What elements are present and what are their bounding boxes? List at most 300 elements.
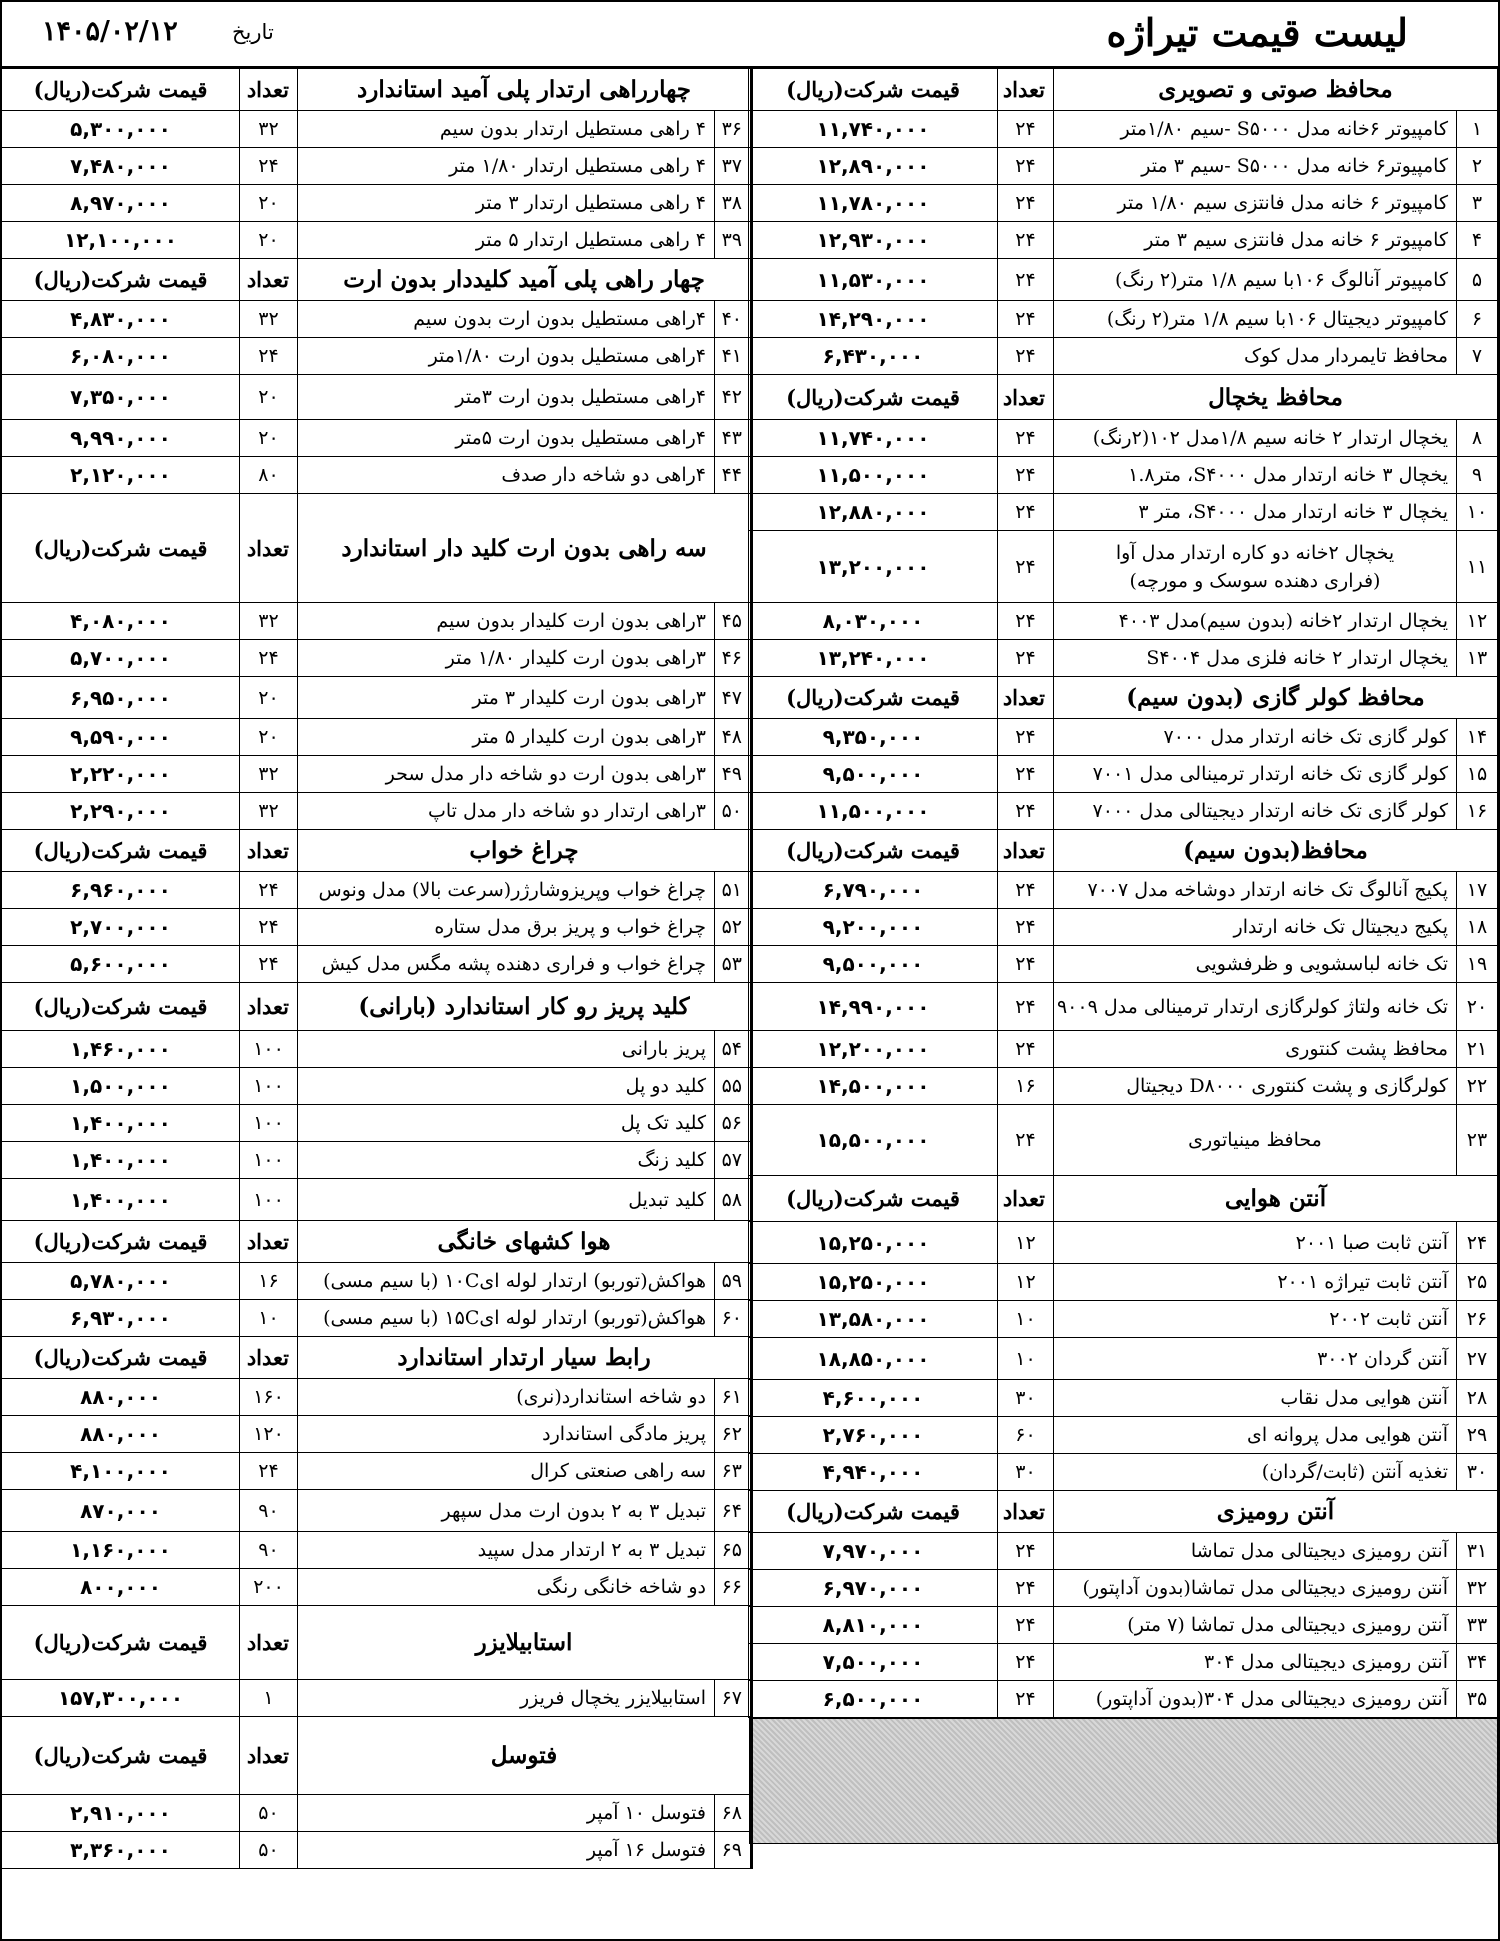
- table-row: [749, 1570, 1498, 1607]
- item-quantity: ۲۴: [998, 1681, 1054, 1718]
- row-number: ۱۵: [1457, 756, 1498, 793]
- item-quantity: ۲۴: [998, 111, 1054, 148]
- section-header-row: [2, 1717, 751, 1795]
- item-description: کامپیوتر ۶ خانه مدل فانتزی سیم ۱/۸۰ متر: [1054, 185, 1457, 222]
- row-number: ۵: [1457, 259, 1498, 301]
- item-description: کامپیوتر دیجیتال ۱۰۶با سیم ۱/۸ متر(۲ رنگ): [1054, 301, 1457, 338]
- row-number: ۶۰: [715, 1300, 751, 1337]
- item-quantity: ۳۲: [240, 301, 298, 338]
- item-price: ۱۱,۷۴۰,۰۰۰: [749, 420, 998, 457]
- qty-column-header: تعداد: [240, 69, 298, 111]
- item-quantity: ۱۰۰: [240, 1142, 298, 1179]
- item-price: ۱۱,۷۴۰,۰۰۰: [749, 111, 998, 148]
- item-description: چراغ خواب وپریزوشارژر(سرعت بالا) مدل ونوس: [298, 872, 715, 909]
- item-price: ۱۵,۲۵۰,۰۰۰: [749, 1264, 998, 1301]
- item-description: یخچال ارتدار ۲ خانه سیم ۱/۸مدل ۱۰۲(۲رنگ): [1054, 420, 1457, 457]
- item-description: محافظ پشت کنتوری: [1054, 1031, 1457, 1068]
- item-quantity: ۲۴: [240, 1453, 298, 1490]
- row-number: ۳۱: [1457, 1533, 1498, 1570]
- item-description: یخچال ۳ خانه ارتدار مدل S۴۰۰۰، متر۱.۸: [1054, 457, 1457, 494]
- item-description: هواکش(توربو) ارتدار لوله ای۱۵C (با سیم مسی): [298, 1300, 715, 1337]
- item-quantity: ۲۴: [998, 457, 1054, 494]
- qty-column-header: تعداد: [240, 983, 298, 1031]
- row-number: ۲۸: [1457, 1380, 1498, 1417]
- item-description: یخچال ۳ خانه ارتدار مدل S۴۰۰۰، متر ۳: [1054, 494, 1457, 531]
- table-row: [749, 222, 1498, 259]
- item-quantity: ۹۰: [240, 1490, 298, 1532]
- item-quantity: ۲۴: [240, 338, 298, 375]
- table-row: [2, 111, 751, 148]
- section-header-row: [749, 1176, 1498, 1222]
- item-description: ۳راهی بدون ارت کلیدار ۳ متر: [298, 677, 715, 719]
- item-price: ۸,۹۷۰,۰۰۰: [2, 185, 240, 222]
- item-quantity: ۳۰: [998, 1454, 1054, 1491]
- item-quantity: ۱۲۰: [240, 1416, 298, 1453]
- row-number: ۳۷: [715, 148, 751, 185]
- item-quantity: ۱۲: [998, 1222, 1054, 1264]
- row-number: ۴۱: [715, 338, 751, 375]
- table-row: [749, 1105, 1498, 1176]
- row-number: ۵۶: [715, 1105, 751, 1142]
- table-row: [749, 640, 1498, 677]
- item-description: ۳راهی بدون ارت کلیدار بدون سیم: [298, 603, 715, 640]
- row-number: ۱۲: [1457, 603, 1498, 640]
- section-header-row: [2, 69, 751, 111]
- item-price: ۱,۴۶۰,۰۰۰: [2, 1031, 240, 1068]
- row-number: ۳: [1457, 185, 1498, 222]
- item-price: ۸,۸۱۰,۰۰۰: [749, 1607, 998, 1644]
- section-title: آنتن هوایی: [1054, 1176, 1498, 1222]
- item-description: کلید دو پل: [298, 1068, 715, 1105]
- item-price: ۷,۹۷۰,۰۰۰: [749, 1533, 998, 1570]
- item-description: یخچال ارتدار ۲خانه (بدون سیم)مدل ۴۰۰۳: [1054, 603, 1457, 640]
- item-quantity: ۲۴: [998, 420, 1054, 457]
- table-row: [749, 148, 1498, 185]
- row-number: ۱: [1457, 111, 1498, 148]
- date-value: ۱۴۰۵/۰۲/۱۲: [42, 16, 178, 47]
- table-row: [2, 1379, 751, 1416]
- item-quantity: ۳۰: [998, 1380, 1054, 1417]
- qty-column-header: تعداد: [998, 1491, 1054, 1533]
- left-price-table: [1, 68, 751, 1869]
- item-price: ۱۸,۸۵۰,۰۰۰: [749, 1338, 998, 1380]
- item-price: ۶,۹۷۰,۰۰۰: [749, 1570, 998, 1607]
- item-description: ۴ راهی مستطیل ارتدار ۵ متر: [298, 222, 715, 259]
- item-price: ۴,۸۳۰,۰۰۰: [2, 301, 240, 338]
- item-description: آنتن رومیزی دیجیتالی مدل تماشا (۷ متر): [1054, 1607, 1457, 1644]
- price-column-header: قیمت شرکت(ریال): [2, 259, 240, 301]
- item-quantity: ۱۰: [998, 1301, 1054, 1338]
- table-row: [2, 1795, 751, 1832]
- item-price: ۱۲,۲۰۰,۰۰۰: [749, 1031, 998, 1068]
- item-quantity: ۲۴: [998, 301, 1054, 338]
- qty-column-header: تعداد: [240, 1337, 298, 1379]
- row-number: ۶۹: [715, 1832, 751, 1869]
- item-price: ۶,۹۳۰,۰۰۰: [2, 1300, 240, 1337]
- item-description: کولر گازی تک خانه ارتدار مدل ۷۰۰۰: [1054, 719, 1457, 756]
- price-column-header: قیمت شرکت(ریال): [2, 830, 240, 872]
- item-price: ۵,۷۸۰,۰۰۰: [2, 1263, 240, 1300]
- qty-column-header: تعداد: [240, 1717, 298, 1795]
- table-row: [749, 338, 1498, 375]
- table-row: [2, 1532, 751, 1569]
- item-description: سه راهی صنعتی کرال: [298, 1453, 715, 1490]
- item-price: ۲,۷۶۰,۰۰۰: [749, 1417, 998, 1454]
- item-description: ۴راهی مستطیل بدون ارت بدون سیم: [298, 301, 715, 338]
- item-quantity: ۲۴: [998, 603, 1054, 640]
- item-price: ۵,۶۰۰,۰۰۰: [2, 946, 240, 983]
- item-price: ۱۴,۹۹۰,۰۰۰: [749, 983, 998, 1031]
- item-quantity: ۲۰: [240, 719, 298, 756]
- item-quantity: ۲۴: [240, 148, 298, 185]
- item-quantity: ۲۴: [998, 1644, 1054, 1681]
- table-row: [2, 301, 751, 338]
- table-row: [2, 185, 751, 222]
- table-row: [2, 1179, 751, 1221]
- item-price: ۱۴,۵۰۰,۰۰۰: [749, 1068, 998, 1105]
- section-header-row: [749, 375, 1498, 420]
- table-row: [2, 1453, 751, 1490]
- item-price: ۲,۷۰۰,۰۰۰: [2, 909, 240, 946]
- item-description: تغذیه آنتن (ثابت/گردان): [1054, 1454, 1457, 1491]
- price-column-header: قیمت شرکت(ریال): [2, 1221, 240, 1263]
- item-price: ۱,۴۰۰,۰۰۰: [2, 1105, 240, 1142]
- item-price: ۶,۴۳۰,۰۰۰: [749, 338, 998, 375]
- item-description: کولر گازی تک خانه ارتدار ترمینالی مدل ۷۰۰۱: [1054, 756, 1457, 793]
- table-row: [749, 909, 1498, 946]
- section-title: محافظ یخچال: [1054, 375, 1498, 420]
- item-quantity: ۲۰۰: [240, 1569, 298, 1606]
- item-description: پکیج دیجیتال تک خانه ارتدار: [1054, 909, 1457, 946]
- section-title: چهارراهی ارتدار پلی آمید استاندارد: [298, 69, 751, 111]
- item-price: ۱۲,۸۹۰,۰۰۰: [749, 148, 998, 185]
- item-quantity: ۲۴: [998, 1607, 1054, 1644]
- item-description: ۳راهی ارتدار دو شاخه دار مدل تاپ: [298, 793, 715, 830]
- item-quantity: ۲۴: [998, 148, 1054, 185]
- section-title: فتوسل: [298, 1717, 751, 1795]
- item-price: ۸۸۰,۰۰۰: [2, 1379, 240, 1416]
- item-description: استابیلایزر یخچال فریزر: [298, 1680, 715, 1717]
- item-quantity: ۲۴: [998, 1570, 1054, 1607]
- item-price: ۹,۵۹۰,۰۰۰: [2, 719, 240, 756]
- item-description: کامپیوتر۶ خانه مدل S۵۰۰۰ -سیم ۳ متر: [1054, 148, 1457, 185]
- price-column-header: قیمت شرکت(ریال): [749, 830, 998, 872]
- item-price: ۸,۰۳۰,۰۰۰: [749, 603, 998, 640]
- table-row: [2, 909, 751, 946]
- section-header-row: [2, 259, 751, 301]
- section-title: محافظ کولر گازی (بدون سیم): [1054, 677, 1498, 719]
- item-price: ۶,۵۰۰,۰۰۰: [749, 1681, 998, 1718]
- item-price: ۱,۵۰۰,۰۰۰: [2, 1068, 240, 1105]
- table-row: [749, 420, 1498, 457]
- section-title: چراغ خواب: [298, 830, 751, 872]
- table-row: [749, 756, 1498, 793]
- table-row: [749, 1681, 1498, 1718]
- price-column-header: قیمت شرکت(ریال): [2, 983, 240, 1031]
- item-price: ۹,۵۰۰,۰۰۰: [749, 756, 998, 793]
- row-number: ۶۸: [715, 1795, 751, 1832]
- item-description: فتوسل ۱۶ آمپر: [298, 1832, 715, 1869]
- price-column-header: قیمت شرکت(ریال): [749, 1176, 998, 1222]
- item-price: ۱,۴۰۰,۰۰۰: [2, 1179, 240, 1221]
- item-description: آنتن گردان ۳۰۰۲: [1054, 1338, 1457, 1380]
- table-row: [2, 640, 751, 677]
- row-number: ۴: [1457, 222, 1498, 259]
- item-quantity: ۱۰: [998, 1338, 1054, 1380]
- table-row: [749, 259, 1498, 301]
- item-quantity: ۱۰۰: [240, 1179, 298, 1221]
- item-price: ۱۱,۷۸۰,۰۰۰: [749, 185, 998, 222]
- qty-column-header: تعداد: [240, 494, 298, 603]
- item-description: ۴ راهی مستطیل ارتدار بدون سیم: [298, 111, 715, 148]
- item-price: ۲,۱۲۰,۰۰۰: [2, 457, 240, 494]
- item-price: ۱۲,۸۸۰,۰۰۰: [749, 494, 998, 531]
- table-row: [2, 1105, 751, 1142]
- row-number: ۳۲: [1457, 1570, 1498, 1607]
- qty-column-header: تعداد: [998, 375, 1054, 420]
- item-description: کولرگازی و پشت کنتوری D۸۰۰۰ دیجیتال: [1054, 1068, 1457, 1105]
- item-description: کامپیوتر ۶ خانه مدل فانتزی سیم ۳ متر: [1054, 222, 1457, 259]
- table-row: [2, 603, 751, 640]
- item-description: محافظ تایمردار مدل کوک: [1054, 338, 1457, 375]
- item-price: ۵,۷۰۰,۰۰۰: [2, 640, 240, 677]
- item-quantity: ۲۰: [240, 375, 298, 420]
- price-column-header: قیمت شرکت(ریال): [749, 677, 998, 719]
- item-description: تبدیل ۳ به ۲ ارتدار مدل سپید: [298, 1532, 715, 1569]
- item-quantity: ۲۴: [998, 793, 1054, 830]
- item-quantity: ۲۰: [240, 222, 298, 259]
- section-title: استابیلایزر: [298, 1606, 751, 1680]
- item-price: ۹,۵۰۰,۰۰۰: [749, 946, 998, 983]
- item-quantity: ۱۲: [998, 1264, 1054, 1301]
- item-description: آنتن رومیزی دیجیتالی مدل تماشا: [1054, 1533, 1457, 1570]
- item-description: چراغ خواب و فراری دهنده پشه مگس مدل کیش: [298, 946, 715, 983]
- row-number: ۲: [1457, 148, 1498, 185]
- item-quantity: ۱۶: [998, 1068, 1054, 1105]
- item-description: پریز بارانی: [298, 1031, 715, 1068]
- item-price: ۱,۱۶۰,۰۰۰: [2, 1532, 240, 1569]
- row-number: ۳۶: [715, 111, 751, 148]
- section-header-row: [2, 1221, 751, 1263]
- item-description: ۴راهی دو شاخه دار صدف: [298, 457, 715, 494]
- item-description: کامپیوتر ۶خانه مدل S۵۰۰۰ -سیم ۱/۸۰متر: [1054, 111, 1457, 148]
- item-price: ۱۵,۲۵۰,۰۰۰: [749, 1222, 998, 1264]
- table-row: [2, 222, 751, 259]
- item-quantity: ۲۴: [240, 946, 298, 983]
- row-number: ۵۹: [715, 1263, 751, 1300]
- table-row: [2, 719, 751, 756]
- item-quantity: ۲۴: [998, 185, 1054, 222]
- item-quantity: ۲۴: [998, 946, 1054, 983]
- item-quantity: ۱: [240, 1680, 298, 1717]
- qty-column-header: تعداد: [998, 1176, 1054, 1222]
- row-number: ۲۷: [1457, 1338, 1498, 1380]
- item-description: تک خانه لباسشویی و ظرفشویی: [1054, 946, 1457, 983]
- item-description: آنتن ثابت ۲۰۰۲: [1054, 1301, 1457, 1338]
- row-number: ۱۳: [1457, 640, 1498, 677]
- table-row: [2, 1832, 751, 1869]
- row-number: ۳۰: [1457, 1454, 1498, 1491]
- header-bar: [2, 2, 1498, 68]
- table-row: [2, 677, 751, 719]
- item-price: ۲,۲۲۰,۰۰۰: [2, 756, 240, 793]
- item-price: ۴,۰۸۰,۰۰۰: [2, 603, 240, 640]
- row-number: ۹: [1457, 457, 1498, 494]
- row-number: ۷: [1457, 338, 1498, 375]
- row-number: ۲۳: [1457, 1105, 1498, 1176]
- row-number: ۴۳: [715, 420, 751, 457]
- item-description: کلید زنگ: [298, 1142, 715, 1179]
- item-price: ۱۱,۵۳۰,۰۰۰: [749, 259, 998, 301]
- row-number: ۴۴: [715, 457, 751, 494]
- item-price: ۲,۲۹۰,۰۰۰: [2, 793, 240, 830]
- table-row: [749, 946, 1498, 983]
- table-row: [2, 1300, 751, 1337]
- row-number: ۴۵: [715, 603, 751, 640]
- row-number: ۴۶: [715, 640, 751, 677]
- item-price: ۱۴,۲۹۰,۰۰۰: [749, 301, 998, 338]
- item-description: آنتن رومیزی دیجیتالی مدل ۳۰۴: [1054, 1644, 1457, 1681]
- item-price: ۱۲,۱۰۰,۰۰۰: [2, 222, 240, 259]
- section-title: کلید پریز رو کار استاندارد (بارانی): [298, 983, 751, 1031]
- section-title: سه راهی بدون ارت کلید دار استاندارد: [298, 494, 751, 603]
- item-quantity: ۶۰: [998, 1417, 1054, 1454]
- table-row: [749, 1068, 1498, 1105]
- table-row: [749, 1264, 1498, 1301]
- item-description: یخچال ارتدار ۲ خانه فلزی مدل S۴۰۰۴: [1054, 640, 1457, 677]
- row-number: ۶: [1457, 301, 1498, 338]
- table-row: [2, 946, 751, 983]
- table-row: [749, 185, 1498, 222]
- item-quantity: ۳۲: [240, 756, 298, 793]
- row-number: ۲۲: [1457, 1068, 1498, 1105]
- item-description: آنتن هوایی مدل نقاب: [1054, 1380, 1457, 1417]
- price-column-header: قیمت شرکت(ریال): [2, 1717, 240, 1795]
- right-column: [749, 68, 1498, 1844]
- page-title: لیست قیمت تیراژه: [1106, 10, 1408, 55]
- table-row: [2, 1031, 751, 1068]
- row-number: ۱۴: [1457, 719, 1498, 756]
- row-number: ۶۵: [715, 1532, 751, 1569]
- item-quantity: ۳۲: [240, 603, 298, 640]
- item-quantity: ۲۴: [998, 1533, 1054, 1570]
- item-quantity: ۱۰۰: [240, 1031, 298, 1068]
- table-row: [749, 793, 1498, 830]
- item-description: ۴ راهی مستطیل ارتدار ۳ متر: [298, 185, 715, 222]
- item-description: پکیج آنالوگ تک خانه ارتدار دوشاخه مدل ۷۰۰۷: [1054, 872, 1457, 909]
- qty-column-header: تعداد: [240, 1221, 298, 1263]
- table-row: [749, 457, 1498, 494]
- qty-column-header: تعداد: [240, 830, 298, 872]
- table-row: [2, 375, 751, 420]
- item-price: ۸۰۰,۰۰۰: [2, 1569, 240, 1606]
- table-row: [749, 1031, 1498, 1068]
- table-row: [2, 1569, 751, 1606]
- item-price: ۳,۳۶۰,۰۰۰: [2, 1832, 240, 1869]
- item-quantity: ۸۰: [240, 457, 298, 494]
- row-number: ۵۱: [715, 872, 751, 909]
- row-number: ۲۹: [1457, 1417, 1498, 1454]
- item-price: ۱۱,۵۰۰,۰۰۰: [749, 457, 998, 494]
- price-column-header: قیمت شرکت(ریال): [749, 375, 998, 420]
- row-number: ۱۱: [1457, 531, 1498, 603]
- section-title: رابط سیار ارتدار استاندارد: [298, 1337, 751, 1379]
- section-header-row: [749, 1491, 1498, 1533]
- item-description: دو شاخه استاندارد(نری): [298, 1379, 715, 1416]
- item-price: ۱۵,۵۰۰,۰۰۰: [749, 1105, 998, 1176]
- item-quantity: ۲۴: [240, 640, 298, 677]
- item-description: ۴ راهی مستطیل ارتدار ۱/۸۰ متر: [298, 148, 715, 185]
- section-header-row: [2, 830, 751, 872]
- item-description: ۳راهی بدون ارت کلیدار ۵ متر: [298, 719, 715, 756]
- item-quantity: ۲۴: [998, 531, 1054, 603]
- item-price: ۴,۱۰۰,۰۰۰: [2, 1453, 240, 1490]
- section-header-row: [2, 983, 751, 1031]
- item-quantity: ۲۴: [998, 756, 1054, 793]
- item-description-line1: یخچال ۲خانه دو کاره ارتدار مدل آوا: [1115, 541, 1395, 564]
- item-price: ۵,۳۰۰,۰۰۰: [2, 111, 240, 148]
- section-header-row: [2, 1337, 751, 1379]
- row-number: ۵۲: [715, 909, 751, 946]
- item-description: ۴راهی مستطیل بدون ارت ۳متر: [298, 375, 715, 420]
- item-description: فتوسل ۱۰ آمپر: [298, 1795, 715, 1832]
- item-price: ۲,۹۱۰,۰۰۰: [2, 1795, 240, 1832]
- item-quantity: ۱۶: [240, 1263, 298, 1300]
- row-number: ۴۰: [715, 301, 751, 338]
- row-number: ۳۵: [1457, 1681, 1498, 1718]
- item-description: دو شاخه خانگی رنگی: [298, 1569, 715, 1606]
- row-number: ۳۴: [1457, 1644, 1498, 1681]
- price-column-header: قیمت شرکت(ریال): [2, 1337, 240, 1379]
- qty-column-header: تعداد: [240, 259, 298, 301]
- item-description: پریز مادگی استاندارد: [298, 1416, 715, 1453]
- row-number: ۲۰: [1457, 983, 1498, 1031]
- table-row: [2, 338, 751, 375]
- qty-column-header: تعداد: [998, 830, 1054, 872]
- table-row: [749, 1338, 1498, 1380]
- table-row: [2, 1068, 751, 1105]
- table-row: [749, 1607, 1498, 1644]
- item-price: ۹,۳۵۰,۰۰۰: [749, 719, 998, 756]
- table-row: [749, 1380, 1498, 1417]
- table-row: [2, 1416, 751, 1453]
- row-number: ۲۴: [1457, 1222, 1498, 1264]
- row-number: ۱۷: [1457, 872, 1498, 909]
- item-description: چراغ خواب و پریز برق مدل ستاره: [298, 909, 715, 946]
- table-row: [2, 457, 751, 494]
- item-price: ۱,۴۰۰,۰۰۰: [2, 1142, 240, 1179]
- item-price: ۱۲,۹۳۰,۰۰۰: [749, 222, 998, 259]
- item-quantity: ۳۲: [240, 111, 298, 148]
- item-quantity: ۲۴: [998, 640, 1054, 677]
- item-quantity: ۹۰: [240, 1532, 298, 1569]
- table-row: [749, 983, 1498, 1031]
- item-quantity: ۲۰: [240, 185, 298, 222]
- table-row: [2, 420, 751, 457]
- item-price: ۹,۲۰۰,۰۰۰: [749, 909, 998, 946]
- row-number: ۴۲: [715, 375, 751, 420]
- item-quantity: ۱۰۰: [240, 1105, 298, 1142]
- item-price: ۷,۴۸۰,۰۰۰: [2, 148, 240, 185]
- row-number: ۶۱: [715, 1379, 751, 1416]
- item-description: تک خانه ولتاژ کولرگازی ارتدار ترمینالی مدل ۹۰۰۹: [1054, 983, 1457, 1031]
- row-number: ۵۵: [715, 1068, 751, 1105]
- table-row: [2, 872, 751, 909]
- row-number: ۶۶: [715, 1569, 751, 1606]
- item-price: ۱۳,۵۸۰,۰۰۰: [749, 1301, 998, 1338]
- table-row: [749, 494, 1498, 531]
- table-row: [2, 1142, 751, 1179]
